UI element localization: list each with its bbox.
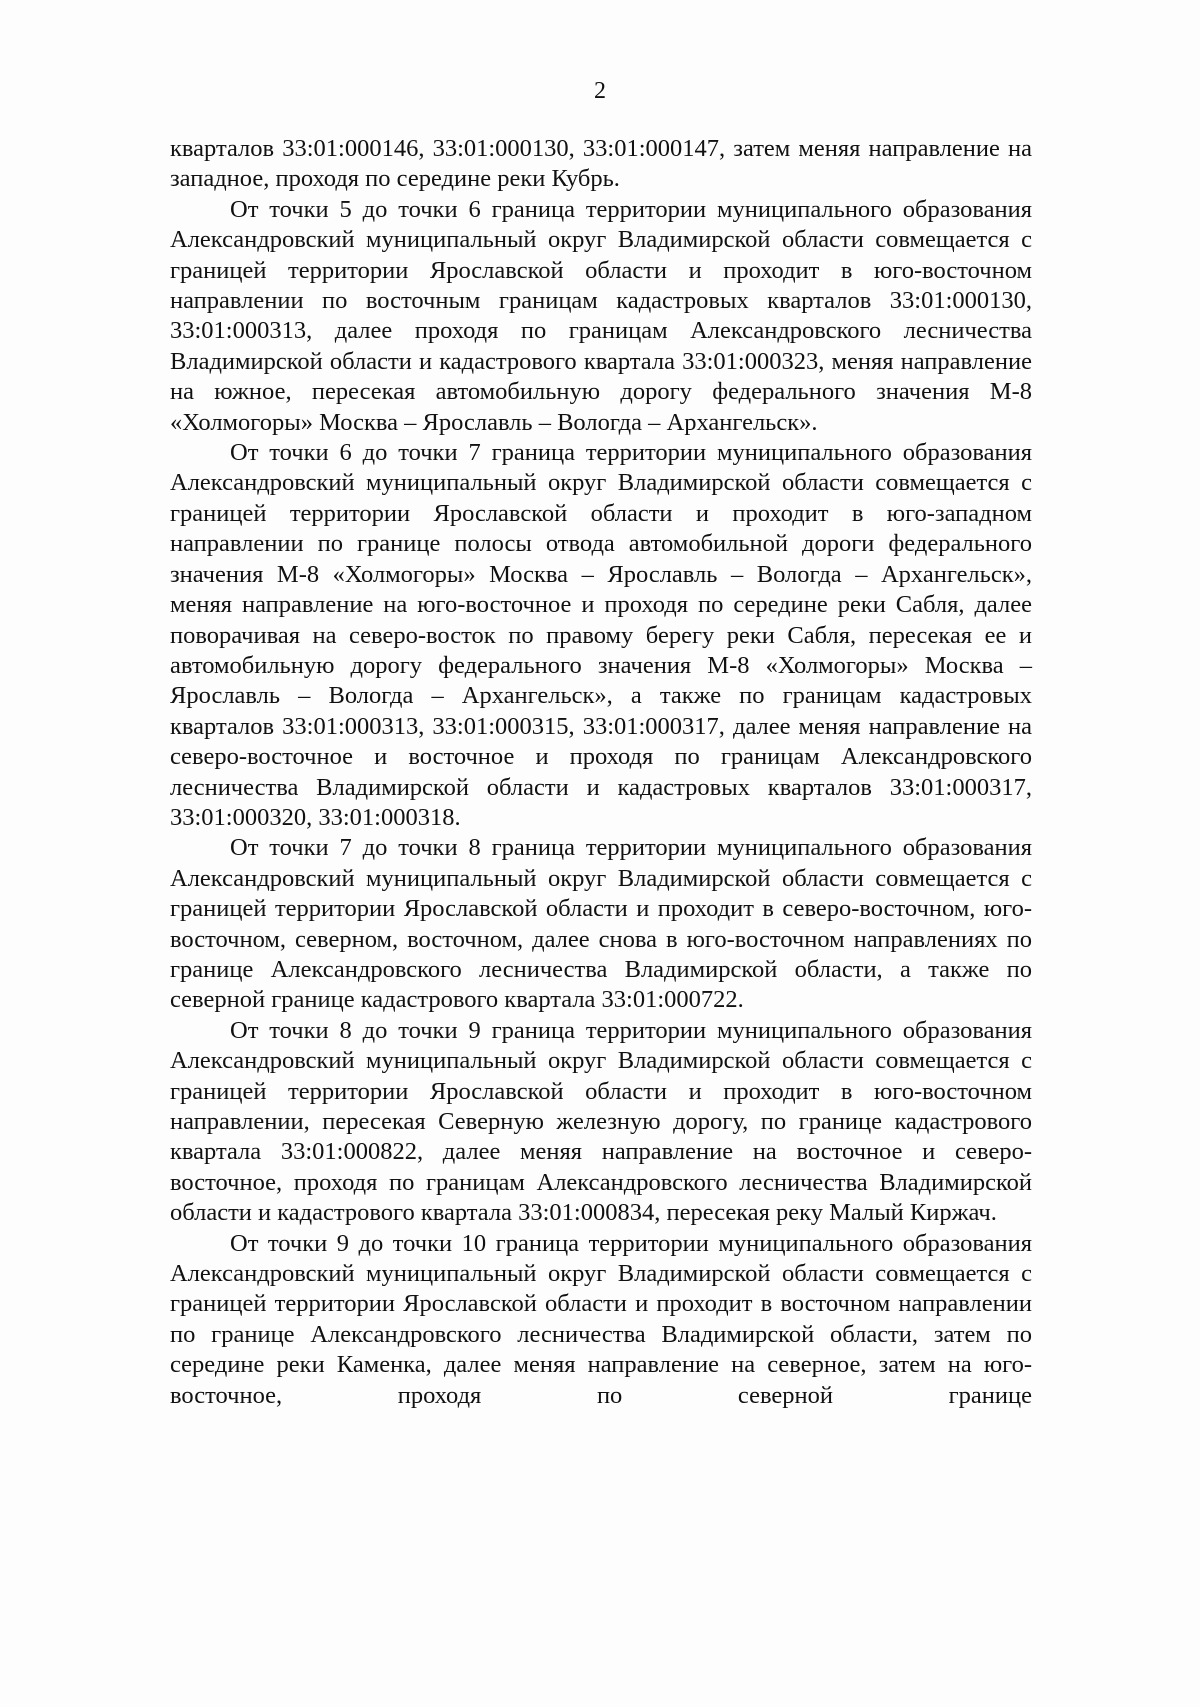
page-number: 2 (594, 78, 606, 104)
paragraph-point-7-8: От точки 7 до точки 8 граница территории муниципального образования Александровский муниципальный округ Владимирской области совмещается с границей территории Ярославской области и проходит в северо-восточном, юго-восточном, северном, восточном, далее снова в юго-восточном направлениях по границе Александровского лесничества Владимирской области, а также по северной границе кадастрового квартала 33:01:000722. (170, 834, 1032, 1014)
paragraph-continuation: кварталов 33:01:000146, 33:01:000130, 33:01:000147, затем меняя направление на западное, проходя по середине реки Кубрь. (170, 135, 1032, 193)
paragraph-point-8-9: От точки 8 до точки 9 граница территории муниципального образования Александровский муниципальный округ Владимирской области совмещается с границей территории Ярославской области и проходит в юго-восточном направлении, пересекая Северную железную дорогу, по границе кадастрового квартала 33:01:000822, далее меняя направление на восточное и северо-восточное, проходя по границам Александровского лесничества Владимирской области и кадастрового квартала 33:01:000834, пересекая реку Малый Киржач. (170, 1016, 1032, 1227)
document-body (170, 134, 1032, 1411)
paragraph-point-9-10: От точки 9 до точки 10 граница территории муниципального образования Александровский муниципальный округ Владимирской области совмещается с границей территории Ярославской области и проходит в восточном направлении по границе Александровского лесничества Владимирской области, затем по середине реки Каменка, далее меняя направление на северное, затем на юго-восточное, проходя по северной границе (170, 1229, 1032, 1409)
paragraph-point-6-7: От точки 6 до точки 7 граница территории муниципального образования Александровский муниципальный округ Владимирской области совмещается с границей территории Ярославской области и проходит в юго-западном направлении по границе полосы отвода автомобильной дороги федерального значения М-8 «Холмогоры» Москва – Ярославль – Вологда – Архангельск», меняя направление на юго-восточное и проходя по середине реки Сабля, далее поворачивая на северо-восток по правому берегу реки Сабля, пересекая ее и автомобильную дорогу федерального значения М-8 «Холмогоры» Москва – Ярославль – Вологда – Архангельск», а также по границам кадастровых кварталов 33:01:000313, 33:01:000315, 33:01:000317, далее меняя направление на северо-восточное и восточное и проходя по границам Александровского лесничества Владимирской области и кадастровых кварталов 33:01:000317, 33:01:000320, 33:01:000318. (170, 439, 1032, 831)
paragraph-point-5-6: От точки 5 до точки 6 граница территории муниципального образования Александровский муниципальный округ Владимирской области совмещается с границей территории Ярославской области и проходит в юго-восточном направлении по восточным границам кадастровых кварталов 33:01:000130, 33:01:000313, далее проходя по границам Александровского лесничества Владимирской области и кадастрового квартала 33:01:000323, меняя направление на южное, пересекая автомобильную дорогу федерального значения М-8 «Холмогоры» Москва – Ярославль – Вологда – Архангельск». (170, 195, 1032, 436)
